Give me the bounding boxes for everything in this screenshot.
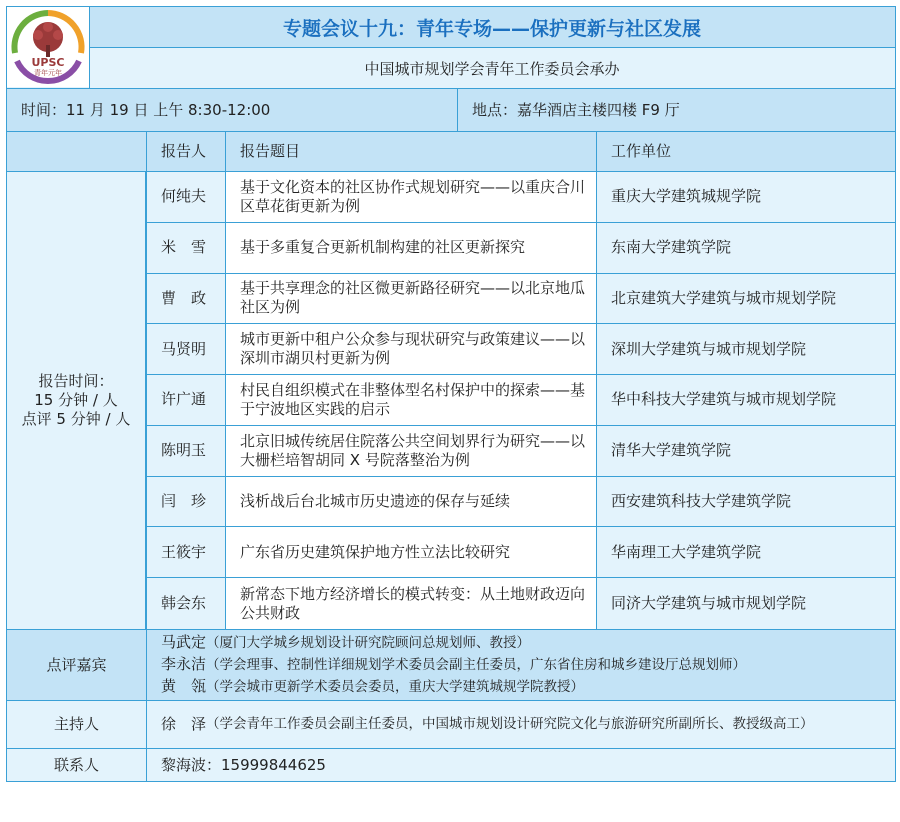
talk-row xyxy=(146,477,895,528)
schedule-table xyxy=(6,6,896,782)
talk-affiliation: 北京建筑大学建筑与城市规划学院 xyxy=(596,274,895,324)
header-topic: 报告题目 xyxy=(225,132,596,171)
talk-topic: 广东省历史建筑保护地方性立法比较研究 xyxy=(225,527,596,577)
talk-topic: 浅析战后台北城市历史遗迹的保存与延续 xyxy=(225,477,596,527)
talk-presenter: 马贤明 xyxy=(146,324,225,374)
reviewer-item xyxy=(161,654,746,676)
logo-divider xyxy=(89,7,90,88)
column-header-row xyxy=(7,132,895,172)
header-presenter: 报告人 xyxy=(146,132,225,171)
reviewers-label: 点评嘉宾 xyxy=(46,655,107,674)
talk-topic: 基于多重复合更新机制构建的社区更新探究 xyxy=(225,223,596,273)
talk-affiliation: 华南理工大学建筑学院 xyxy=(596,527,895,577)
reviewer-name: 黄 瓴 xyxy=(161,677,207,695)
reviewer-detail: （学会城市更新学术委员会委员，重庆大学建筑城规学院教授） xyxy=(206,679,585,695)
host-info xyxy=(146,701,895,748)
talk-topic: 村民自组织模式在非整体型名村保护中的探索——基于宁波地区实践的启示 xyxy=(225,375,596,425)
talk-affiliation: 西安建筑科技大学建筑学院 xyxy=(596,477,895,527)
reviewer-item xyxy=(161,632,530,654)
reviewer-name: 马武定 xyxy=(161,633,207,651)
reviewer-detail: （学会理事、控制性详细规划学术委员会副主任委员，广东省住房和城乡建设厅总规划师） xyxy=(206,657,747,673)
talk-rows xyxy=(146,172,895,629)
reviewers-list xyxy=(146,630,895,700)
talk-topic: 新常态下地方经济增长的模式转变：从土地财政迈向公共财政 xyxy=(225,578,596,629)
talk-row xyxy=(146,172,895,223)
info-row xyxy=(7,89,895,132)
header-block xyxy=(7,7,895,89)
host-label: 主持人 xyxy=(53,715,99,733)
talk-affiliation: 重庆大学建筑城规学院 xyxy=(596,172,895,222)
talk-row xyxy=(146,426,895,477)
talk-topic: 城市更新中租户公众参与现状研究与政策建议——以深圳市湖贝村更新为例 xyxy=(225,324,596,374)
page-title: 专题会议十九：青年专场——保护更新与社区发展 xyxy=(89,7,895,47)
talk-presenter: 何纯夫 xyxy=(146,172,225,222)
talk-presenter: 许广通 xyxy=(146,375,225,425)
meeting-time: 时间：11 月 19 日 上午 8:30-12:00 xyxy=(21,100,271,119)
review-time-duration: 点评 5 分钟 / 人 xyxy=(21,410,131,428)
report-time-duration: 15 分钟 / 人 xyxy=(34,391,118,409)
logo-text: UPSC xyxy=(31,56,65,69)
report-time-label: 报告时间： xyxy=(38,372,114,390)
host-detail: （学会青年工作委员会副主任委员，中国城市规划设计研究院文化与旅游研究所副所长、教授级高工） xyxy=(206,716,814,732)
reviewer-item xyxy=(161,676,584,698)
contact-value: 黎海波：15999844625 xyxy=(146,749,895,782)
talk-row xyxy=(146,527,895,578)
talk-presenter: 曹 政 xyxy=(146,274,225,324)
talk-presenter: 韩会东 xyxy=(146,578,225,629)
talk-row xyxy=(146,223,895,274)
talk-affiliation: 清华大学建筑学院 xyxy=(596,426,895,476)
reviewer-name: 李永洁 xyxy=(161,655,207,673)
reviewers-row xyxy=(7,630,895,701)
talk-presenter: 王筱宇 xyxy=(146,527,225,577)
talk-affiliation: 深圳大学建筑与城市规划学院 xyxy=(596,324,895,374)
header-affiliation: 工作单位 xyxy=(596,132,895,171)
talks-block xyxy=(7,172,895,630)
contact-label: 联系人 xyxy=(53,756,99,774)
talk-affiliation: 东南大学建筑学院 xyxy=(596,223,895,273)
meeting-location: 地点：嘉华酒店主楼四楼 F9 厅 xyxy=(457,89,895,131)
host-name: 徐 泽 xyxy=(161,715,207,733)
organizer-text: 中国城市规划学会青年工作委员会承办 xyxy=(364,59,620,78)
talk-presenter: 米 雪 xyxy=(146,223,225,273)
talk-row xyxy=(146,578,895,629)
talk-row xyxy=(146,324,895,375)
talk-topic: 北京旧城传统居住院落公共空间划界行为研究——以大栅栏培智胡同 X 号院落整治为例 xyxy=(225,426,596,476)
talk-topic: 基于共享理念的社区微更新路径研究——以北京地瓜社区为例 xyxy=(225,274,596,324)
talk-row xyxy=(146,375,895,426)
report-time-cell xyxy=(7,172,146,629)
talk-presenter: 闫 珍 xyxy=(146,477,225,527)
host-row xyxy=(7,701,895,749)
talk-affiliation: 同济大学建筑与城市规划学院 xyxy=(596,578,895,629)
contact-row xyxy=(7,749,895,782)
talk-row xyxy=(146,274,895,325)
reviewer-detail: （厦门大学城乡规划设计研究院顾问总规划师、教授） xyxy=(206,635,531,651)
logo-subtext: 青年元年 xyxy=(34,69,62,77)
talk-presenter: 陈明玉 xyxy=(146,426,225,476)
talk-topic: 基于文化资本的社区协作式规划研究——以重庆合川区草花街更新为例 xyxy=(225,172,596,222)
talk-affiliation: 华中科技大学建筑与城市规划学院 xyxy=(596,375,895,425)
upsc-logo xyxy=(7,7,89,87)
header-blank xyxy=(7,132,146,171)
